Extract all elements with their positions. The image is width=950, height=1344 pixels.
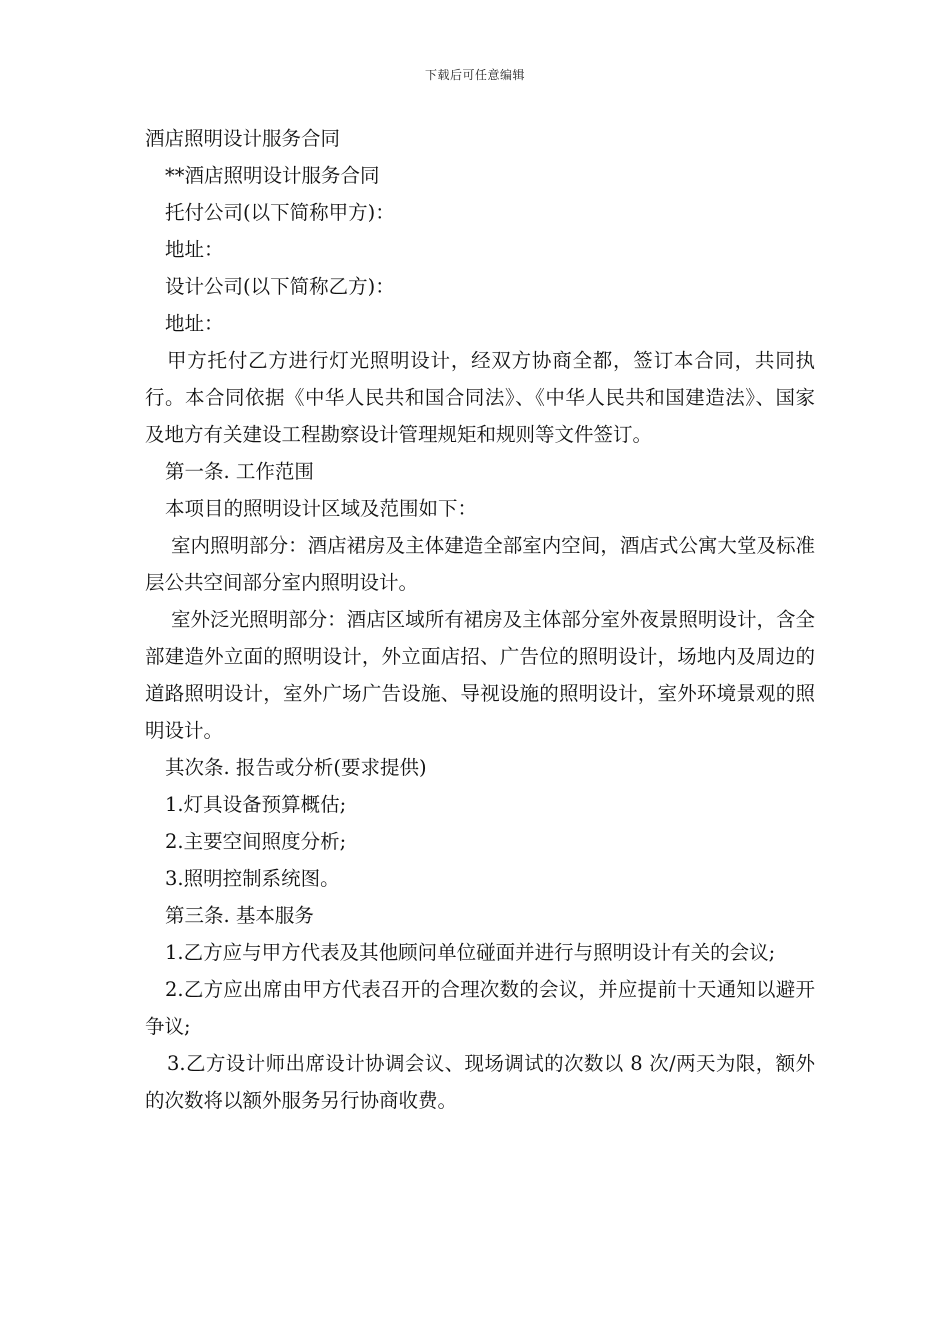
party-a-address: 地址： bbox=[165, 238, 224, 261]
article-1-intro: 本项目的照明设计区域及范围如下： bbox=[165, 497, 478, 520]
article-1-outdoor: 室外泛光照明部分：酒店区域所有裙房及主体部分室外夜景照明设计，含全部建造外立面的照明设计，外立面店招、广告位的照明设计，场地内及周边的道路照明设计，室外广场广告设施、导视设施的照明设计，室外环境景观的照明设计。 bbox=[145, 608, 815, 742]
document-body bbox=[145, 120, 815, 1119]
party-a-line: 托付公司(以下简称甲方)： bbox=[165, 201, 395, 224]
party-b-line: 设计公司(以下简称乙方)： bbox=[165, 275, 395, 298]
document-subtitle: **酒店照明设计服务合同 bbox=[165, 164, 380, 187]
article-2-item-3: 3.照明控制系统图。 bbox=[165, 867, 340, 890]
article-3-item-1: 1.乙方应与甲方代表及其他顾问单位碰面并进行与照明设计有关的会议; bbox=[165, 941, 776, 964]
document-title: 酒店照明设计服务合同 bbox=[145, 127, 341, 150]
article-1-indoor: 室内照明部分：酒店裙房及主体建造全部室内空间，酒店式公寓大堂及标准层公共空间部分室内照明设计。 bbox=[145, 534, 815, 594]
article-2-item-2: 2.主要空间照度分析; bbox=[165, 830, 347, 853]
header-note: 下载后可任意编辑 bbox=[424, 68, 525, 82]
article-2-item-1: 1.灯具设备预算概估; bbox=[165, 793, 347, 816]
article-2-title: 其次条. 报告或分析(要求提供) bbox=[165, 756, 427, 779]
article-3-item-2: 2.乙方应出席由甲方代表召开的合理次数的会议，并应提前十天通知以避开争议; bbox=[145, 978, 815, 1038]
article-1-title: 第一条. 工作范围 bbox=[165, 460, 314, 483]
party-b-address: 地址： bbox=[165, 312, 224, 335]
article-3-item-3: 3.乙方设计师出席设计协调会议、现场调试的次数以 8 次/两天为限，额外的次数将以额外服务另行协商收费。 bbox=[145, 1052, 815, 1112]
preamble-paragraph: 甲方托付乙方进行灯光照明设计，经双方协商全都，签订本合同，共同执行。本合同依据《中华人民共和国合同法》、《中华人民共和国建造法》、国家及地方有关建设工程勘察设计管理规矩和规则等文件签订。 bbox=[145, 349, 815, 446]
article-3-title: 第三条. 基本服务 bbox=[165, 904, 314, 927]
